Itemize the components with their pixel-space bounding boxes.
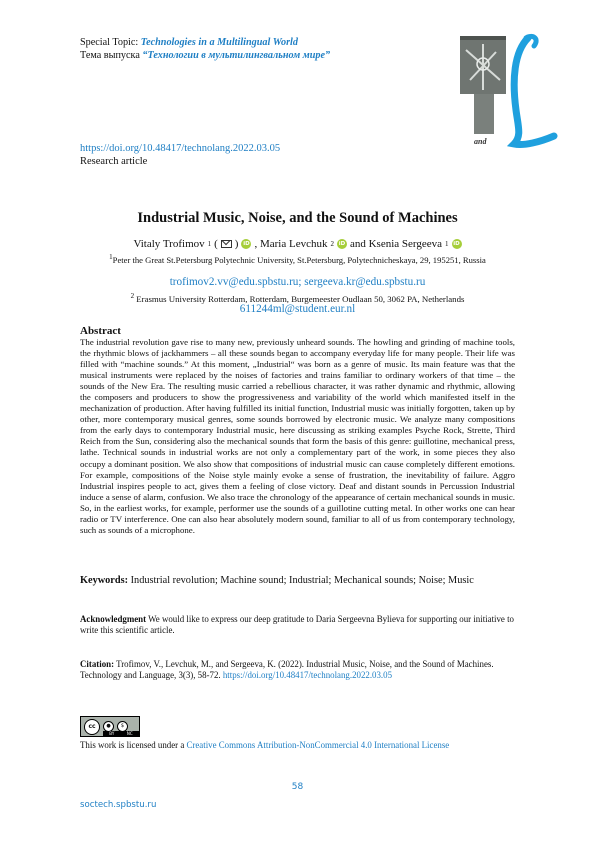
affiliation-1-text: Peter the Great St.Petersburg Polytechnic University, St.Petersburg, Polytechnicheskaya, 29, 195251, Russia <box>112 254 486 265</box>
email-sergeeva-link[interactable]: sergeeva.kr@edu.spbstu.ru <box>304 276 426 288</box>
license-text: This work is licensed under a <box>80 740 187 750</box>
cc-strip <box>103 731 139 736</box>
citation-label: Citation: <box>80 659 115 669</box>
email-levchuk[interactable]: 611244ml@student.eur.nl <box>239 303 356 315</box>
author-sergeeva: and Ksenia Sergeeva <box>349 238 443 250</box>
license-line <box>80 740 449 750</box>
citation-text: Trofimov, V., Levchuk, M., and Sergeeva, K. (2022). Industrial Music, Noise, and the Sound of Machines. Technology and Language, 3(3), 58-72. <box>80 659 494 680</box>
citation <box>80 659 515 681</box>
author-levchuk: , Maria Levchuk <box>254 238 328 250</box>
keywords-text: Industrial revolution; Machine sound; Industrial; Mechanical sounds; Noise; Music <box>128 575 474 586</box>
email-2 <box>0 303 595 315</box>
cc-nc-label: NC <box>126 731 133 736</box>
emails-1 <box>0 276 595 288</box>
license-link[interactable]: Creative Commons Attribution-NonCommercial 4.0 International License <box>186 740 450 750</box>
special-topic-ru-value: “Технологии в мультилингвальном мире” <box>142 50 331 61</box>
acknowledgment <box>80 614 515 636</box>
author-sup: 2 <box>330 240 334 248</box>
cc-icon: cc <box>84 719 100 735</box>
paren-open: ( <box>214 238 218 250</box>
doi-link[interactable]: https://doi.org/10.48417/technolang.2022.03.05 <box>80 143 281 154</box>
site-url[interactable]: soctech.spbstu.ru <box>80 800 157 810</box>
abstract-heading: Abstract <box>80 325 121 337</box>
journal-logo <box>456 30 560 152</box>
affiliation-2-text: Erasmus University Rotterdam, Rotterdam, Burgemeester Oudlaan 50, 3062 PA, Netherlands <box>134 293 465 304</box>
keywords <box>80 574 515 587</box>
keywords-label: Keywords: <box>80 575 129 586</box>
by-icon: ● <box>103 721 114 732</box>
affiliation-sup: 1 <box>109 253 113 261</box>
page-number: 58 <box>291 782 304 792</box>
paper-title: Industrial Music, Noise, and the Sound of Machines <box>137 210 458 226</box>
author-trofimov: Vitaly Trofimov <box>133 238 205 250</box>
author-sup: 1 <box>207 240 212 248</box>
authors-line <box>0 238 595 250</box>
nc-icon: $ <box>117 721 128 732</box>
logo-text: and <box>474 137 487 146</box>
email-separator: ; <box>298 276 305 288</box>
cc-license-badge[interactable] <box>80 716 140 737</box>
article-type: Research article <box>80 156 148 167</box>
orcid-icon[interactable]: iD <box>338 241 346 247</box>
special-topic-value: Technologies in a Multilingual World <box>140 37 298 48</box>
mail-icon[interactable] <box>221 240 232 248</box>
affiliation-sup: 2 <box>130 292 135 300</box>
abstract-body: The industrial revolution gave rise to many new, previously unheard sounds. The howling and grinding of machine tools, the rhythmic blows of jackhammers – all these sounds began to accompany everyday life for many people. Their life was filled with “machine sounds.” At this moment, „Industrial“ was born as a genre of music. Its main feature was that the musical instruments were replaced by the noises of factories and trains familiar to ordinary workers of that time – the sounds of the New Era. The resulting music carried a rebellious character, it was rather dynamic and rhythmic, allowing the composers and producers to show the progressiveness and variability of the world which manifested itself in the mechanization of production. After having fulfilled its initial function, Industrial music was initially forgotten, taken up by other, more contemporary musical genres, some sounds borrowed by electronic music. We analyze many compositions from the early days to contemporary Industrial music, here discussing as striking examples Psyche Rock, Strette, Third Reich from the Sun, considering also the mechanical sounds that form the basis of this genre: guillotine, mechanical press, lathe. Technical sounds in industrial works are not only a complementary part of the work, in some pieces they also occupy a dominant position. We also show that compositions of industrial music can cause completely different emotions. For example, compositions of the Noise style mainly evoke a sense of frustration, the inevitability of failure. Aggro Industrial inspires people to act, gives them a feeling of close victory. Deaf and distant sounds in Percussion Industrial induce a sense of alarm, confusion. We also trace the chronology of the appearance of certain mechanical sounds in music. So, in the earliest works, for example, performer use the sounds of a guillotine cutting metal. In other works one can hear radio or TV interference. One can also hear absolutely modern sound, familiar to all of us from contemporary technology, such as sounds of a microphone. <box>80 337 515 535</box>
paren-close: ) <box>234 238 239 250</box>
author-sup: 1 <box>445 240 449 248</box>
email-trofimov-link[interactable]: trofimov2.vv@edu.spbstu.ru <box>169 276 299 288</box>
citation-doi-link[interactable]: https://doi.org/10.48417/technolang.2022.03.05 <box>222 670 393 680</box>
orcid-icon[interactable]: iD <box>453 241 460 247</box>
special-topic-line <box>80 36 298 50</box>
special-topic-ru-label: Тема выпуска <box>80 50 143 61</box>
cc-by-label: BY <box>109 731 115 736</box>
special-topic-label: Special Topic: <box>80 37 141 48</box>
acknowledgment-text: We would like to express our deep gratitude to Daria Sergeevna Bylieva for supporting our initiative to write this scientific article. <box>80 614 514 635</box>
affiliation-1 <box>60 252 535 266</box>
special-topic-ru-line <box>80 49 330 63</box>
orcid-icon[interactable]: iD <box>243 241 250 247</box>
acknowledgment-label: Acknowledgment <box>80 614 147 624</box>
